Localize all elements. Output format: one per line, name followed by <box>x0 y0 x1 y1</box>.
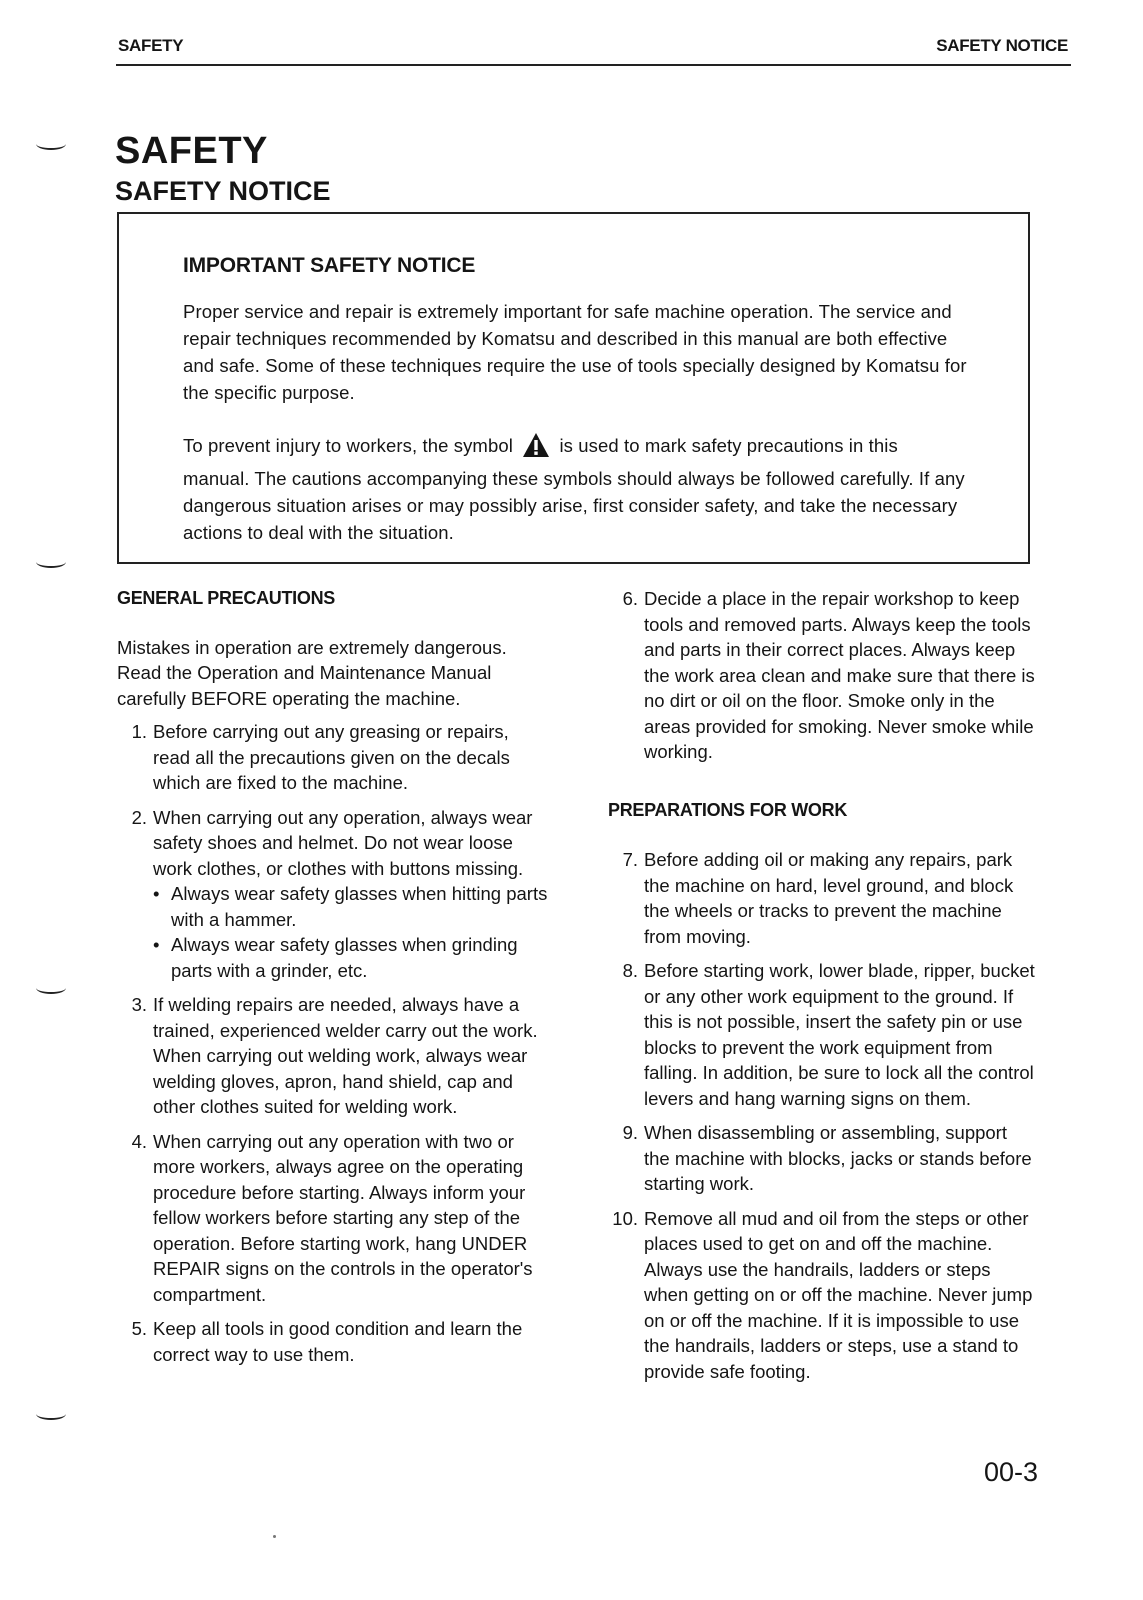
header-rule <box>116 64 1071 66</box>
running-header-right: SAFETY NOTICE <box>936 36 1068 55</box>
notice-paragraph-2-start: To prevent injury to workers, the symbol <box>183 435 513 456</box>
list-item <box>117 1129 549 1308</box>
right-column <box>608 586 1036 1393</box>
item-text: If welding repairs are needed, always have a trained, experienced welder carry out the work. When carrying out welding work, always wear welding gloves, apron, hand shield, cap and other clothes suited for welding work. <box>153 994 538 1117</box>
bullet-item <box>153 881 549 932</box>
list-item <box>117 805 549 984</box>
item-number: 1. <box>131 721 147 742</box>
item-number: 6. <box>622 588 638 609</box>
item-number: 8. <box>622 960 638 981</box>
list-item <box>117 1316 549 1367</box>
item-text: When carrying out any operation with two or more workers, always agree on the operating procedure before starting. Always inform your fellow workers before starting any step of the operation. Before starting work, hang UNDER REPAIR signs on the controls in the operator's compartment. <box>153 1130 533 1305</box>
item-text: Remove all mud and oil from the steps or other places used to get on and off the machine. Always use the handrails, ladders or steps when getting on or off the machine. Never jump on or off the machine. If it is impossible to use the handrails, ladders or steps, use a stand to provide safe footing. <box>644 1207 1033 1382</box>
list-item <box>608 586 1036 765</box>
item-text: Decide a place in the repair workshop to keep tools and removed parts. Always keep the tools and parts in their correct places. Always keep the work area clean and make sure that there is no dirt or oil on the floor. Smoke only in the areas provided for smoking. Never smoke while working. <box>644 588 1035 762</box>
list-item <box>608 1120 1036 1197</box>
item-number: 2. <box>131 806 147 828</box>
page-title: SAFETY <box>115 130 268 172</box>
item-number: 5. <box>131 1318 147 1339</box>
item-number: 10. <box>612 1207 638 1229</box>
important-safety-notice-box <box>117 212 1030 564</box>
binding-mark <box>36 138 66 150</box>
item-text: When carrying out any operation, always wear safety shoes and helmet. Do not wear loose work clothes, or clothes with buttons missing. <box>153 806 533 879</box>
left-column <box>117 586 549 1376</box>
general-precautions-title: GENERAL PRECAUTIONS <box>117 588 335 608</box>
item-number: 9. <box>622 1122 638 1143</box>
page-subtitle: SAFETY NOTICE <box>115 176 331 206</box>
bullet-text: Always wear safety glasses when hitting parts with a hammer. <box>171 883 548 930</box>
notice-paragraph-2-end: is used to mark safety precautions in this manual. The cautions accompanying these symbols should always be followed carefully. If any dangerous situation arises or may possibly arise, first consider safety, and take the necessary actions to deal with the situation. <box>183 435 965 543</box>
notice-paragraph-2 <box>183 432 968 546</box>
warning-triangle-icon <box>522 432 550 465</box>
notice-heading: IMPORTANT SAFETY NOTICE <box>183 254 476 277</box>
list-item <box>608 847 1036 949</box>
scan-speck <box>273 1535 276 1538</box>
item-text: Before starting work, lower blade, ripper, bucket or any other work equipment to the ground. If this is not possible, insert the safety pin or use blocks to prevent the work equipment from falling. In addition, be sure to lock all the control levers and hang warning signs on them. <box>644 960 1035 1109</box>
binding-mark <box>36 556 66 568</box>
bullet-dot-icon: • <box>153 934 160 955</box>
item-number: 7. <box>622 849 638 870</box>
notice-paragraph-1: Proper service and repair is extremely important for safe machine operation. The service and repair techniques recommended by Komatsu and described in this manual are both effective and safe. Some of these techniques require the use of tools specially designed by Komatsu for the specific purpose. <box>183 301 967 403</box>
list-item <box>608 958 1036 1111</box>
running-header-left: SAFETY <box>118 36 184 55</box>
item-text: Keep all tools in good condition and learn the correct way to use them. <box>153 1318 523 1365</box>
item-text: Before carrying out any greasing or repairs, read all the precautions given on the decals which are fixed to the machine. <box>153 721 510 793</box>
bullet-item <box>153 932 549 983</box>
item-text: When disassembling or assembling, support the machine with blocks, jacks or stands before starting work. <box>644 1122 1032 1194</box>
bullet-dot-icon: • <box>153 883 160 904</box>
list-item <box>608 1206 1036 1385</box>
item-text: Before adding oil or making any repairs, park the machine on hard, level ground, and block the wheels or tracks to prevent the machine from moving. <box>644 849 1014 947</box>
binding-mark <box>36 982 66 994</box>
page-number: 00-3 <box>983 1457 1038 1487</box>
bullet-text: Always wear safety glasses when grinding parts with a grinder, etc. <box>171 934 518 981</box>
item-number: 3. <box>131 994 147 1015</box>
list-item <box>117 992 549 1120</box>
list-item <box>117 719 549 796</box>
preparations-for-work-title: PREPARATIONS FOR WORK <box>608 799 848 820</box>
item-number: 4. <box>131 1130 147 1152</box>
binding-mark <box>36 1408 66 1420</box>
general-precautions-intro: Mistakes in operation are extremely dangerous. Read the Operation and Maintenance Manual carefully BEFORE operating the machine. <box>117 636 507 709</box>
